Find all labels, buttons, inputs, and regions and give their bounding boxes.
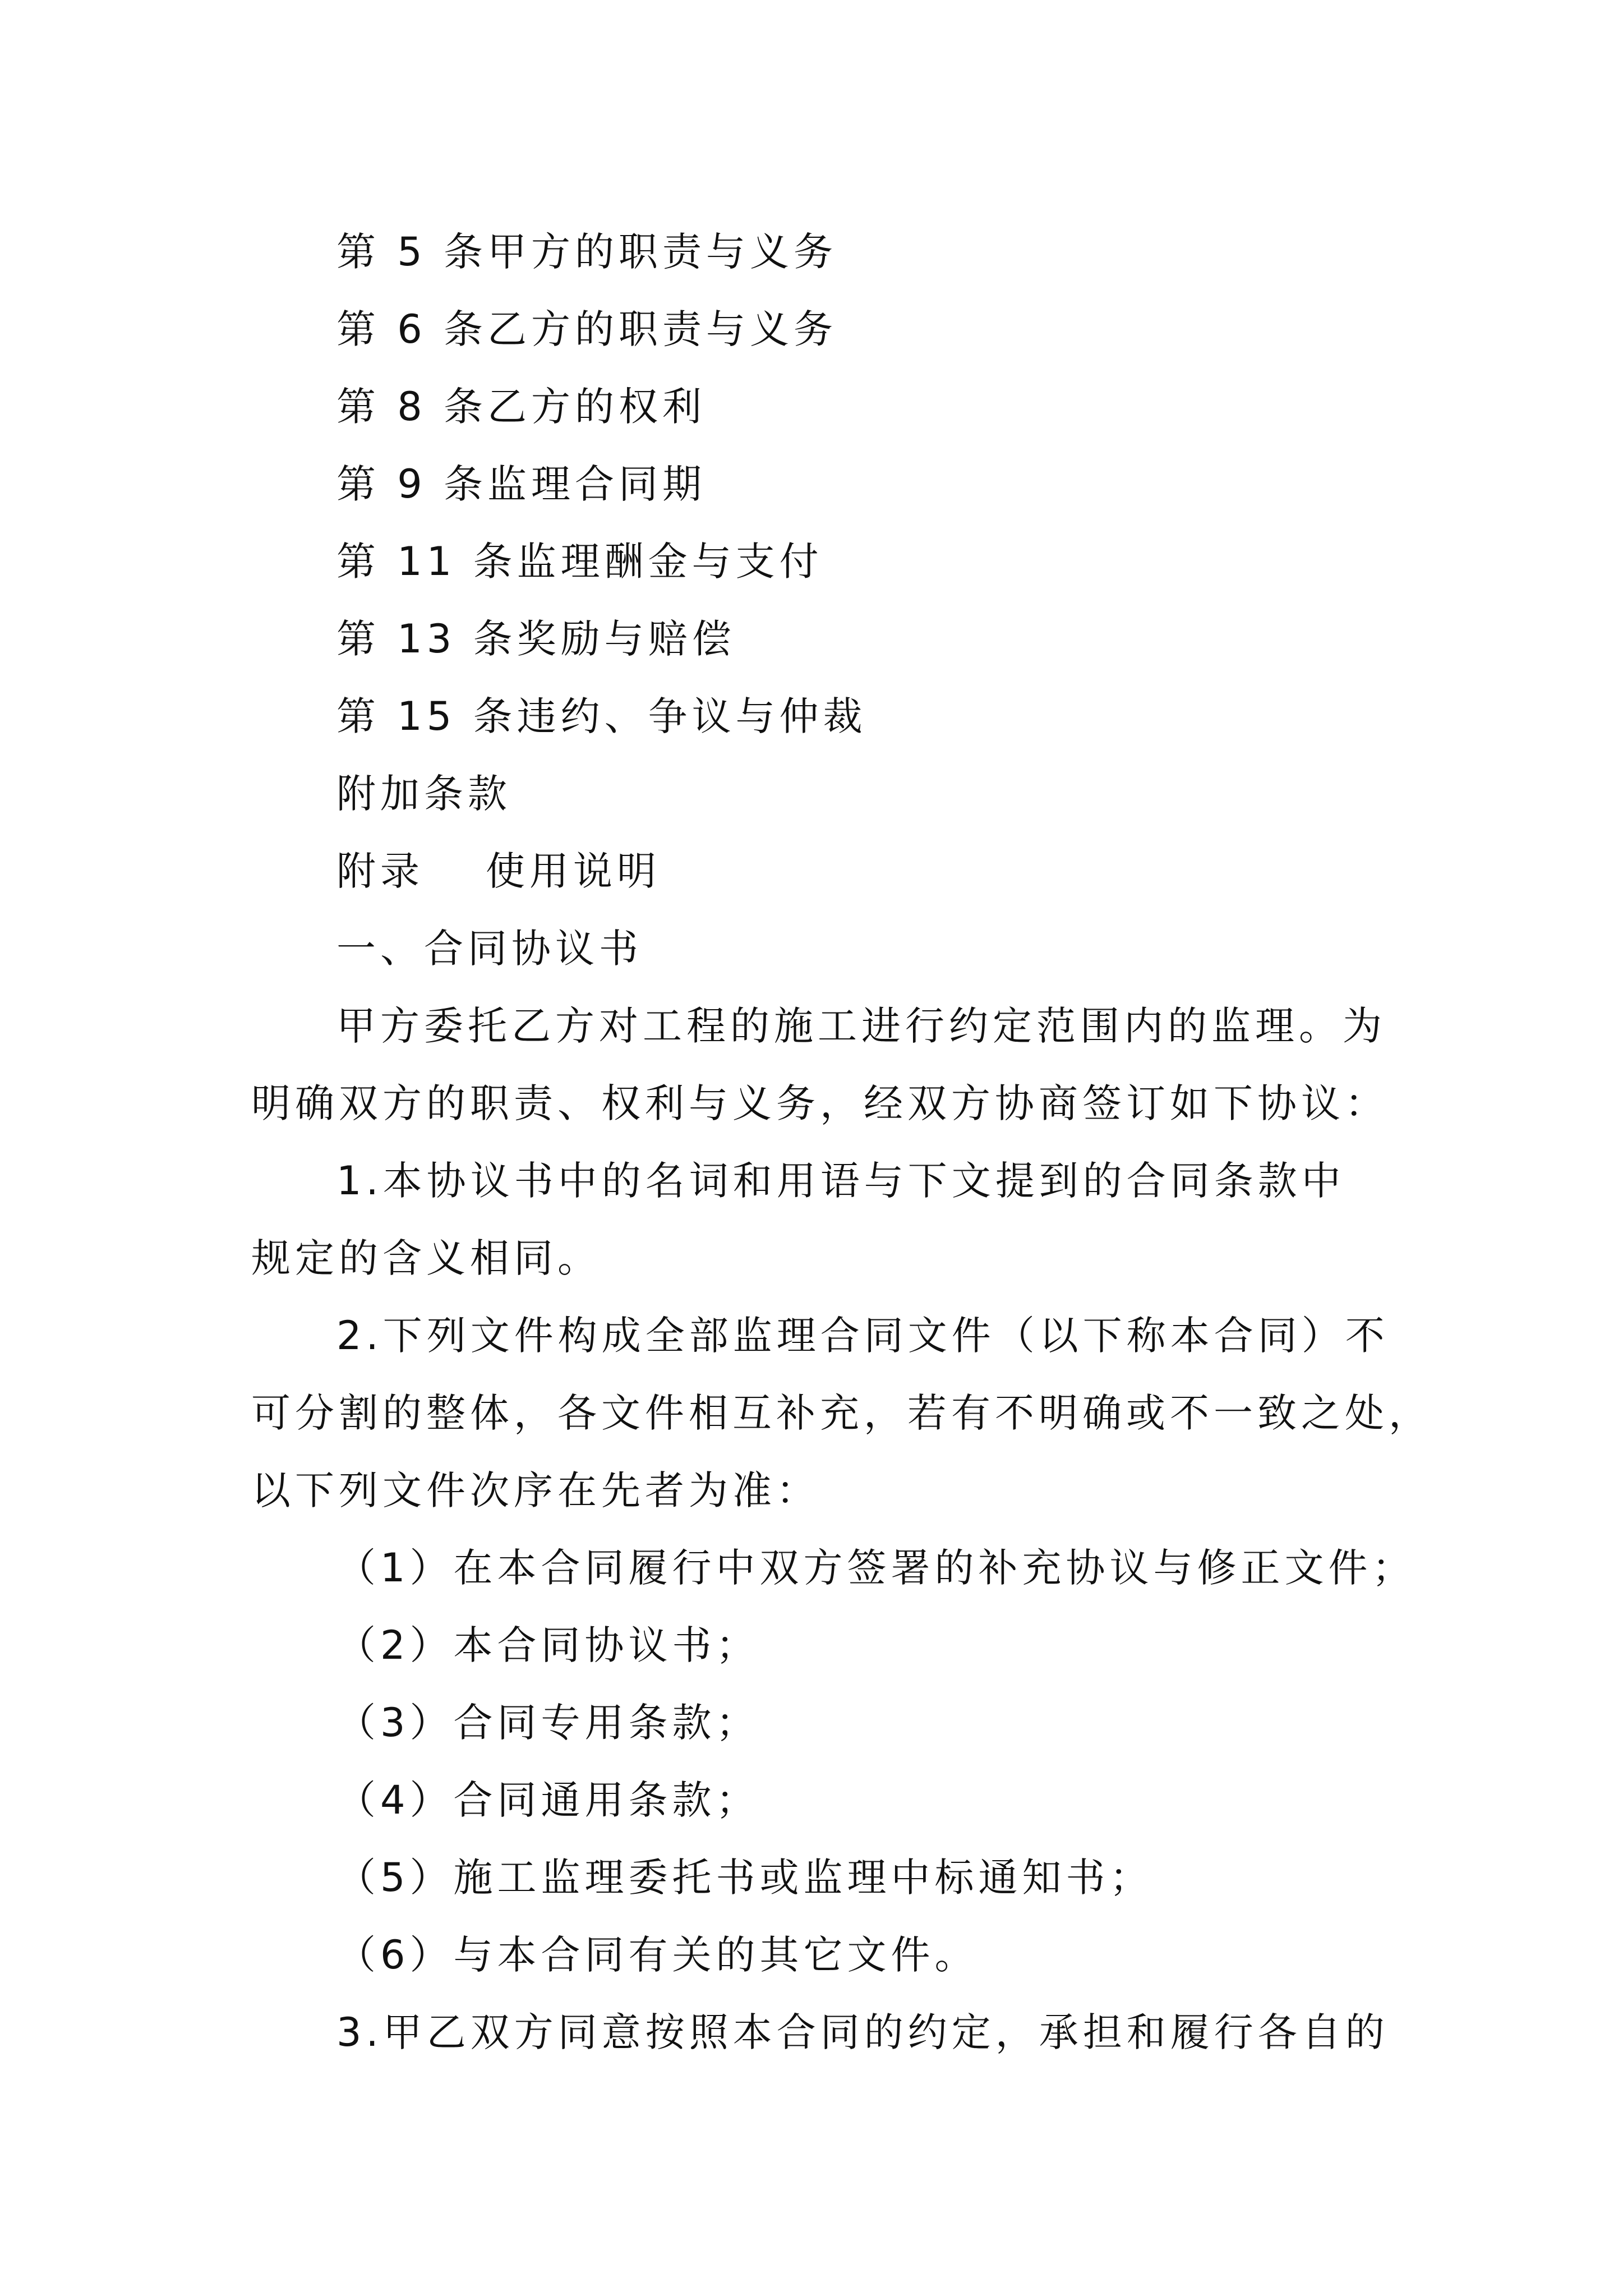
document-list-item: （6）与本合同有关的其它文件。 bbox=[336, 1932, 979, 1978]
toc-item: 第 6 条乙方的职责与义务 bbox=[336, 306, 838, 352]
toc-item: 第 15 条违约、争议与仲裁 bbox=[336, 693, 867, 739]
document-body bbox=[251, 213, 1432, 2071]
toc-item: 第 8 条乙方的权利 bbox=[336, 384, 707, 430]
toc-item: 第 11 条监理酬金与支付 bbox=[336, 539, 823, 585]
document-list-item: （4）合同通用条款； bbox=[336, 1777, 760, 1823]
clause-2-line: 可分割的整体，各文件相互补充，若有不明确或不一致之处， bbox=[251, 1390, 1432, 1436]
appendix-title: 使用说明 bbox=[486, 848, 661, 894]
toc-item: 附加条款 bbox=[336, 771, 511, 817]
document-list-item: （5）施工监理委托书或监理中标通知书； bbox=[336, 1855, 1154, 1901]
clause-3-line: 3.甲乙双方同意按照本合同的约定，承担和履行各自的 bbox=[336, 2009, 1389, 2055]
toc-appendix bbox=[251, 832, 1395, 910]
intro-line: 明确双方的职责、权利与义务，经双方协商签订如下协议： bbox=[251, 1080, 1389, 1126]
section-heading: 一、合同协议书 bbox=[336, 926, 643, 972]
document-list-item: （1）在本合同履行中双方签署的补充协议与修正文件； bbox=[336, 1545, 1416, 1591]
toc-item: 第 13 条奖励与赔偿 bbox=[336, 616, 736, 662]
clause-2-line: 2.下列文件构成全部监理合同文件（以下称本合同）不 bbox=[336, 1313, 1389, 1359]
clause-2-line: 以下列文件次序在先者为准： bbox=[251, 1467, 820, 1513]
document-list-item: （3）合同专用条款； bbox=[336, 1700, 760, 1746]
intro-line: 甲方委托乙方对工程的施工进行约定范围内的监理。为 bbox=[336, 1003, 1386, 1049]
clause-1-line: 规定的含义相同。 bbox=[251, 1235, 601, 1281]
toc-item: 第 9 条监理合同期 bbox=[336, 461, 707, 507]
document-list-item: （2）本合同协议书； bbox=[336, 1622, 760, 1668]
clause-1-line: 1.本协议书中的名词和用语与下文提到的合同条款中 bbox=[336, 1158, 1345, 1204]
appendix-label: 附录 bbox=[336, 848, 424, 894]
toc-item: 第 5 条甲方的职责与义务 bbox=[336, 229, 838, 275]
